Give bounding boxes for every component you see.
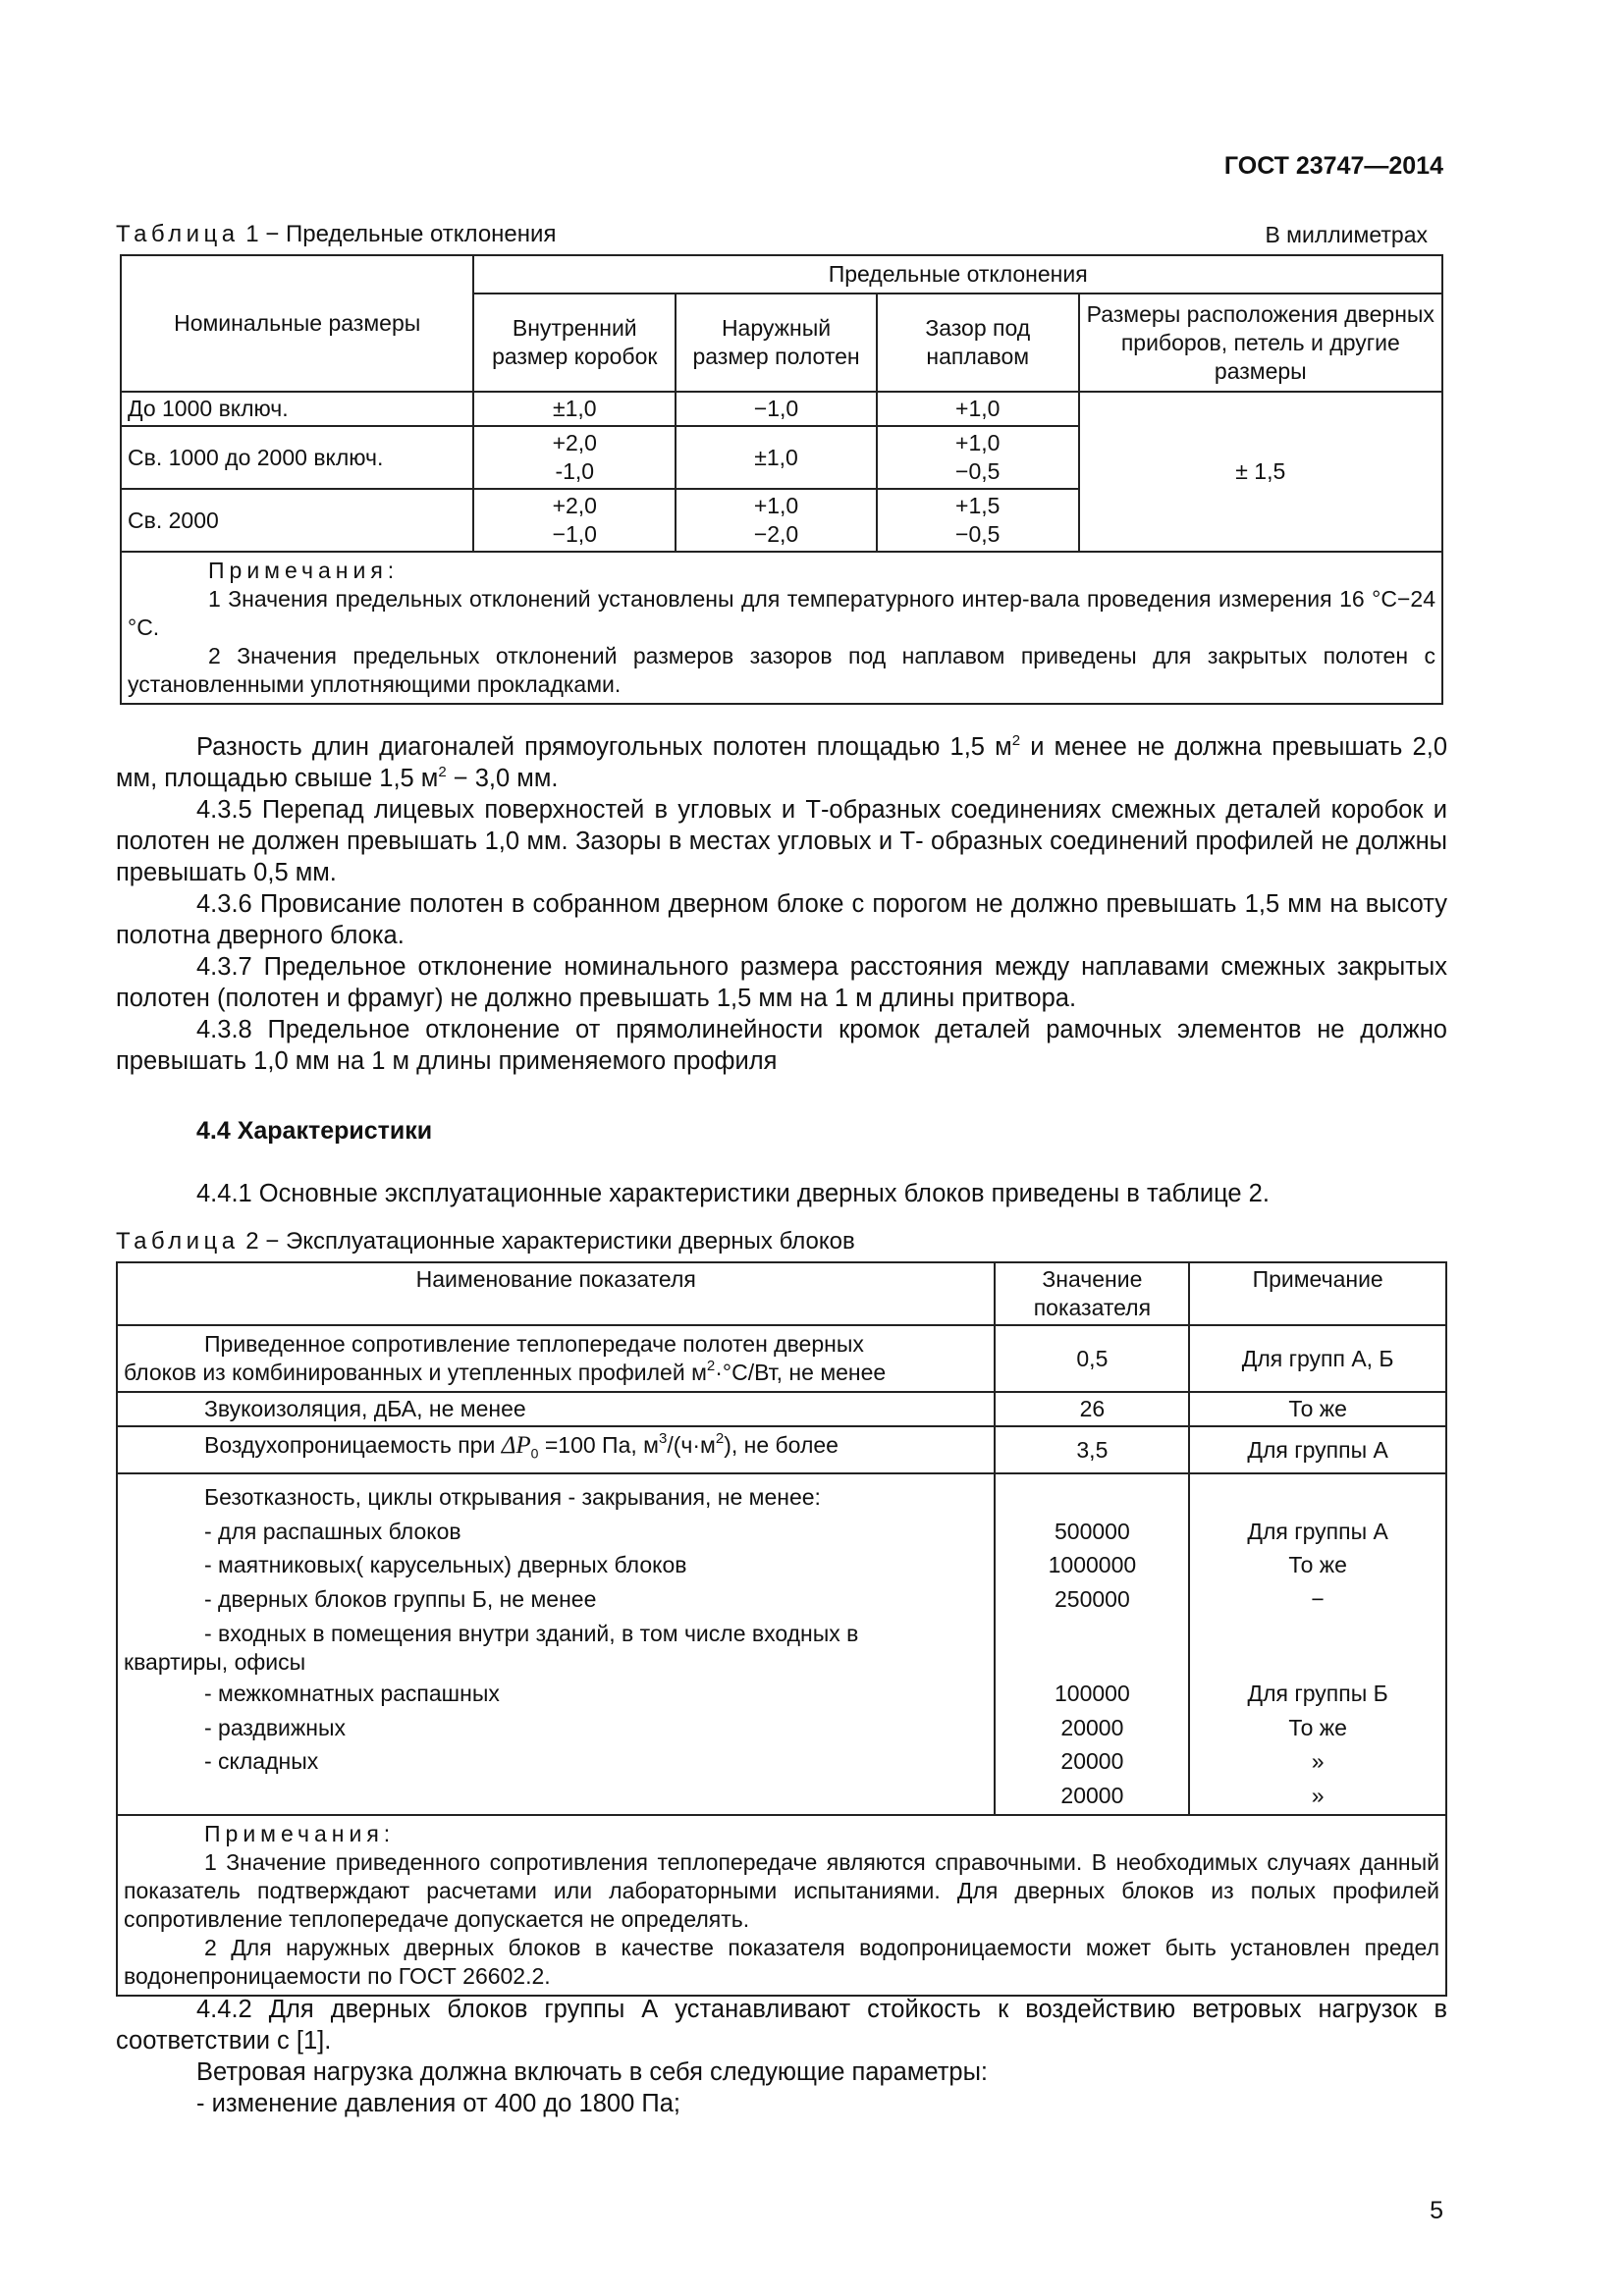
body-section-2 xyxy=(116,1994,1447,2119)
paragraph-4-3-6: 4.3.6 Провисание полотен в собранном дверном блоке с порогом не должно превышать 1,5 мм на высоту полотна дверного блока. xyxy=(116,890,1447,949)
table1 xyxy=(120,254,1443,705)
body-section-1 xyxy=(116,731,1447,1077)
list-item: - дверных блоков группы Б, не менее xyxy=(204,1585,597,1612)
table-row xyxy=(117,1325,1446,1392)
paragraph-4-4-1-block xyxy=(116,1178,1447,1209)
table1-note-2: 2 Значения предельных отклонений размеров зазоров под наплавом приведены для закрытых полотен с установленными уплотняющими прокладками. xyxy=(128,643,1435,697)
paragraph-4-3-7: 4.3.7 Предельное отклонение номинального размера расстояния между наплавами смежных закрытых полотен (полотен и фрамуг) не должно превышать 1,5 мм на 1 м длины притвора. xyxy=(116,953,1447,1012)
table2-notes-title: Примечания: xyxy=(204,1821,396,1846)
cell-other: ± 1,5 xyxy=(1079,392,1442,552)
section-heading: 4.4 Характеристики xyxy=(196,1117,433,1145)
cell-outer: −1,0 xyxy=(676,392,877,426)
paragraph-4-4-2: 4.4.2 Для дверных блоков группы А устанавливают стойкость к воздействию ветровых нагрузок в соответствии с [1]. xyxy=(116,1996,1447,2055)
list-item: - межкомнатных распашных xyxy=(204,1681,500,1706)
row-name: Приведенное сопротивление теплопередаче полотен дверных блоков из комбинированных и утепленных профилей $м^2\cdot^\circ С/Вт$, не менее xyxy=(117,1325,995,1392)
table2-header-name: Наименование показателя xyxy=(117,1262,995,1325)
table-row xyxy=(117,1426,1446,1473)
row-label: До 1000 включ. xyxy=(121,392,473,426)
table2-note-1: 1 Значение приведенного сопротивления теплопередаче являются справочными. В необходимых случаях данный показатель подтверждают расчетами или лабораторными испытаниями. Для дверных блоков из полых профилей сопротивление теплопередаче допускается не определять. xyxy=(124,1849,1439,1932)
table1-header-inner: Внутренний размер коробок xyxy=(473,294,676,392)
cell-gap: +1,0 −0,5 xyxy=(877,426,1079,489)
table1-caption xyxy=(116,221,556,248)
table2 xyxy=(116,1261,1447,1997)
table1-caption-prefix: Таблица xyxy=(116,221,240,247)
cell-inner: +2,0 -1,0 xyxy=(473,426,676,489)
table1-header-outer: Наружный размер полотен xyxy=(676,294,877,392)
cell-outer: ±1,0 xyxy=(676,426,877,489)
reliability-list xyxy=(117,1473,995,1815)
table1-header-nominal: Номинальные размеры xyxy=(121,255,473,392)
row-note: Для групп А, Б xyxy=(1189,1325,1446,1392)
cell-inner: +2,0 −1,0 xyxy=(473,489,676,552)
row-label: Св. 1000 до 2000 включ. xyxy=(121,426,473,489)
list-item: - раздвижных xyxy=(204,1714,347,1740)
row-note: То же xyxy=(1189,1392,1446,1426)
row-value: 26 xyxy=(995,1392,1189,1426)
table2-caption-title: 2 − Эксплуатационные характеристики дверных блоков xyxy=(239,1228,855,1255)
list-item: квартиры, офисы xyxy=(124,1649,306,1675)
table-row xyxy=(117,1473,1446,1815)
row-note: Для группы А xyxy=(1189,1426,1446,1473)
cell-gap: +1,5 −0,5 xyxy=(877,489,1079,552)
page-number: 5 xyxy=(1430,2197,1443,2224)
wind-load-item: - изменение давления от 400 до 1800 Па; xyxy=(196,2090,680,2117)
cell-outer: +1,0 −2,0 xyxy=(676,489,877,552)
row-value: 3,5 xyxy=(995,1426,1189,1473)
paragraph-4-3-5: 4.3.5 Перепад лицевых поверхностей в угловых и Т-образных соединениях смежных деталей коробок и полотен не должен превышать 1,0 мм. Зазоры в местах угловых и Т- образных соединений профилей не должны превышать 0,5 мм. xyxy=(116,796,1447,886)
table2-header-value: Значение показателя xyxy=(995,1262,1189,1325)
wind-load-intro: Ветровая нагрузка должна включать в себя следующие параметры: xyxy=(196,2058,988,2086)
table2-header-note: Примечание xyxy=(1189,1262,1446,1325)
row-name: Воздухопроницаемость при $\Delta P_0 =100$ Па, $м^3/(ч\cdot м^2)$, не более xyxy=(117,1426,995,1473)
list-item: Безотказность, циклы открывания - закрывания, не менее: xyxy=(204,1484,821,1510)
table2-caption-prefix: Таблица xyxy=(116,1228,240,1255)
table1-header-other: Размеры расположения дверных приборов, петель и другие размеры xyxy=(1079,294,1442,392)
list-item: - складных xyxy=(204,1748,319,1774)
reliability-values: 500000 1000000 250000 100000 20000 20000 20000 xyxy=(995,1473,1189,1815)
table2-note-2: 2 Для наружных дверных блоков в качестве показателя водопроницаемости может быть установлен предел водонепроницаемости по ГОСТ 26602.2. xyxy=(124,1935,1439,1989)
table1-notes xyxy=(121,552,1442,704)
table1-notes-title: Примечания: xyxy=(208,558,400,583)
table-row xyxy=(117,1392,1446,1426)
document-code: ГОСТ 23747—2014 xyxy=(1223,152,1443,180)
table-row xyxy=(121,392,1442,426)
list-item: - входных в помещения внутри зданий, в том числе входных в xyxy=(204,1621,859,1646)
table1-note-1: 1 Значения предельных отклонений установлены для температурного интер-вала проведения измерения 16 °С−24 °С. xyxy=(128,586,1435,640)
table2-notes xyxy=(117,1815,1446,1996)
table1-header-gap: Зазор под наплавом xyxy=(877,294,1079,392)
list-item: - для распашных блоков xyxy=(204,1518,461,1544)
cell-inner: ±1,0 xyxy=(473,392,676,426)
row-name: Звукоизоляция, дБА, не менее xyxy=(117,1392,995,1426)
table1-caption-title: 1 − Предельные отклонения xyxy=(239,221,557,247)
cell-gap: +1,0 xyxy=(877,392,1079,426)
list-item: - маятниковых( карусельных) дверных блоков xyxy=(204,1552,687,1577)
table1-units: В миллиметрах xyxy=(1265,222,1428,247)
diagonal-paragraph: Разность длин диагоналей прямоугольных полотен площадью 1,5 $м^2$ и менее не должна превышать 2,0 мм, площадью свыше 1,5 $м^2 - 3,0$ мм. xyxy=(116,732,1447,792)
row-label: Св. 2000 xyxy=(121,489,473,552)
table1-header-group: Предельные отклонения xyxy=(473,255,1442,294)
table2-caption xyxy=(116,1228,855,1255)
reliability-notes: Для группы А То же − Для группы Б То же » » xyxy=(1189,1473,1446,1815)
paragraph-4-4-1: 4.4.1 Основные эксплуатационные характеристики дверных блоков приведены в таблице 2. xyxy=(196,1180,1270,1207)
paragraph-4-3-8: 4.3.8 Предельное отклонение от прямолинейности кромок деталей рамочных элементов не должно превышать 1,0 мм на 1 м длины применяемого профиля xyxy=(116,1016,1447,1075)
row-value: 0,5 xyxy=(995,1325,1189,1392)
